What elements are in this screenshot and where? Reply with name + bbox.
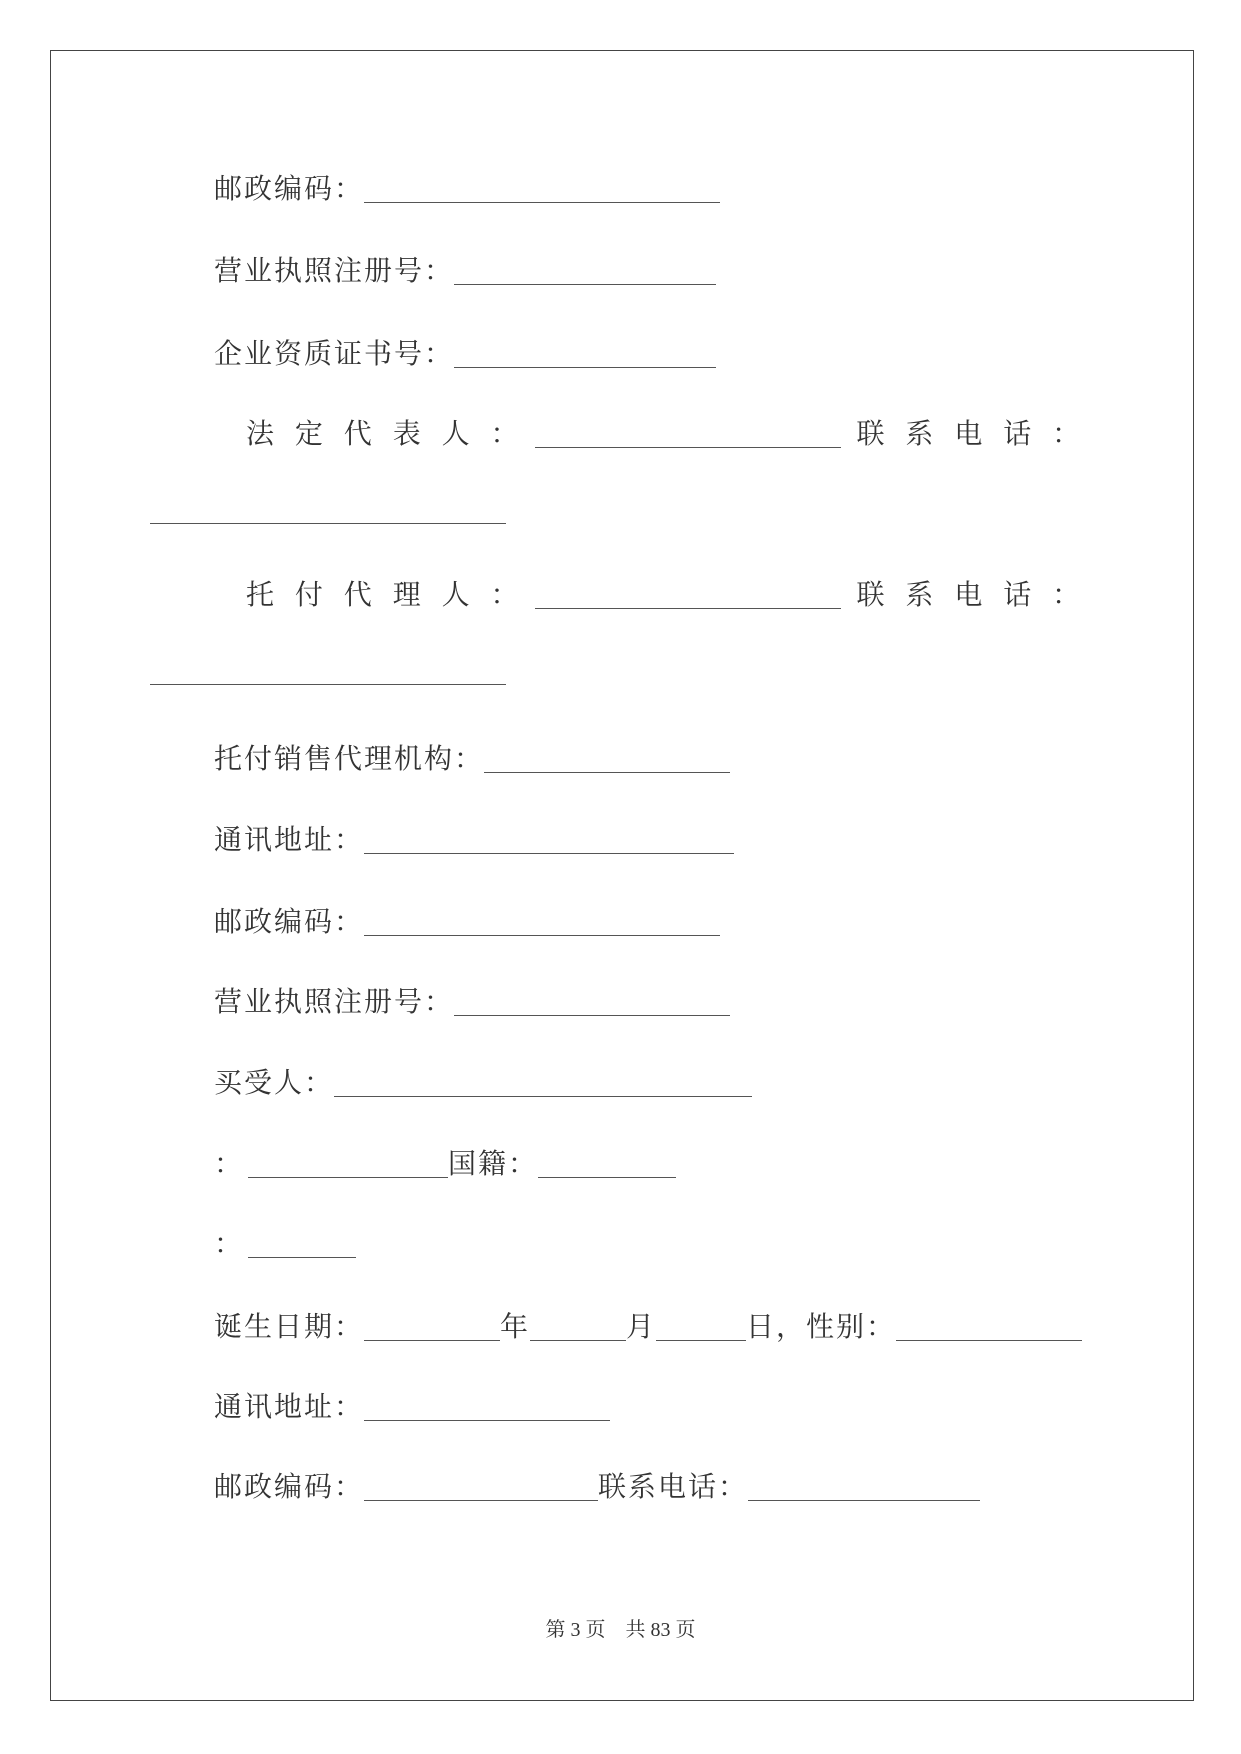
- agency-label: 托付销售代理机构：: [214, 742, 485, 775]
- nationality-label: 国籍：: [448, 1147, 539, 1180]
- month-label: 月: [626, 1310, 657, 1343]
- seller-license-row: [214, 253, 716, 289]
- buyer-id-row: [214, 1146, 676, 1182]
- birth-day-field[interactable]: [656, 1314, 746, 1341]
- agent-row: [246, 577, 1086, 613]
- agent-phone-label: 联 系 电 话 ：: [856, 578, 1087, 611]
- seller-cert-label: 企业资质证书号：: [214, 337, 455, 370]
- legal-rep-label: 法 定 代 表 人 ：: [246, 417, 525, 450]
- buyer-id2-label: ：: [214, 1227, 245, 1260]
- agency-license-row: [214, 984, 730, 1020]
- seller-postal-code-row: [214, 171, 720, 207]
- birth-year-field[interactable]: [364, 1314, 500, 1341]
- buyer-address-field[interactable]: [364, 1394, 610, 1421]
- buyer-address-label: 通讯地址：: [214, 1390, 365, 1423]
- agent-label: 托 付 代 理 人 ：: [246, 578, 525, 611]
- legal-rep-row: [246, 416, 1086, 452]
- legal-rep-phone-field[interactable]: [150, 497, 506, 524]
- day-gender-label: 日，性别：: [746, 1310, 897, 1343]
- agency-field[interactable]: [484, 746, 730, 773]
- page-footer: [0, 1618, 1241, 1642]
- page-number: 第 3 页: [545, 1619, 606, 1641]
- buyer-postal-code-label: 邮政编码：: [214, 1470, 365, 1503]
- gender-field[interactable]: [896, 1314, 1082, 1341]
- buyer-address-row: [214, 1389, 610, 1425]
- seller-postal-code-label: 邮政编码：: [214, 172, 365, 205]
- legal-rep-field[interactable]: [535, 421, 841, 448]
- seller-license-label: 营业执照注册号：: [214, 254, 455, 287]
- agency-license-label: 营业执照注册号：: [214, 985, 455, 1018]
- birth-row: [214, 1309, 1082, 1345]
- buyer-label: 买受人：: [214, 1066, 335, 1099]
- buyer-row: [214, 1065, 752, 1101]
- agency-license-field[interactable]: [454, 989, 730, 1016]
- seller-cert-field[interactable]: [454, 341, 716, 368]
- seller-cert-row: [214, 336, 716, 372]
- seller-postal-code-field[interactable]: [364, 176, 720, 203]
- year-label: 年: [500, 1310, 531, 1343]
- birth-month-field[interactable]: [530, 1314, 626, 1341]
- page-border: [50, 50, 1194, 1701]
- legal-rep-phone-row: [150, 492, 506, 528]
- agent-phone-row: [150, 653, 506, 689]
- buyer-postal-row: [214, 1469, 980, 1505]
- agent-field[interactable]: [535, 582, 841, 609]
- birth-label: 诞生日期：: [214, 1310, 365, 1343]
- agency-address-row: [214, 822, 734, 858]
- buyer-phone-field[interactable]: [748, 1474, 980, 1501]
- buyer-id-label: ：: [214, 1147, 245, 1180]
- agency-row: [214, 741, 730, 777]
- agency-address-label: 通讯地址：: [214, 823, 365, 856]
- seller-license-field[interactable]: [454, 258, 716, 285]
- buyer-id-field[interactable]: [248, 1151, 448, 1178]
- buyer-postal-code-field[interactable]: [364, 1474, 598, 1501]
- agency-postal-code-row: [214, 904, 720, 940]
- buyer-field[interactable]: [334, 1070, 752, 1097]
- agency-address-field[interactable]: [364, 827, 734, 854]
- agency-postal-code-label: 邮政编码：: [214, 905, 365, 938]
- legal-rep-phone-label: 联 系 电 话 ：: [856, 417, 1087, 450]
- agent-phone-field[interactable]: [150, 658, 506, 685]
- agency-postal-code-field[interactable]: [364, 909, 720, 936]
- nationality-field[interactable]: [538, 1151, 676, 1178]
- total-pages: 共 83 页: [625, 1619, 696, 1641]
- buyer-id2-row: [214, 1226, 356, 1262]
- buyer-id2-field[interactable]: [248, 1231, 356, 1258]
- buyer-phone-label: 联系电话：: [598, 1470, 749, 1503]
